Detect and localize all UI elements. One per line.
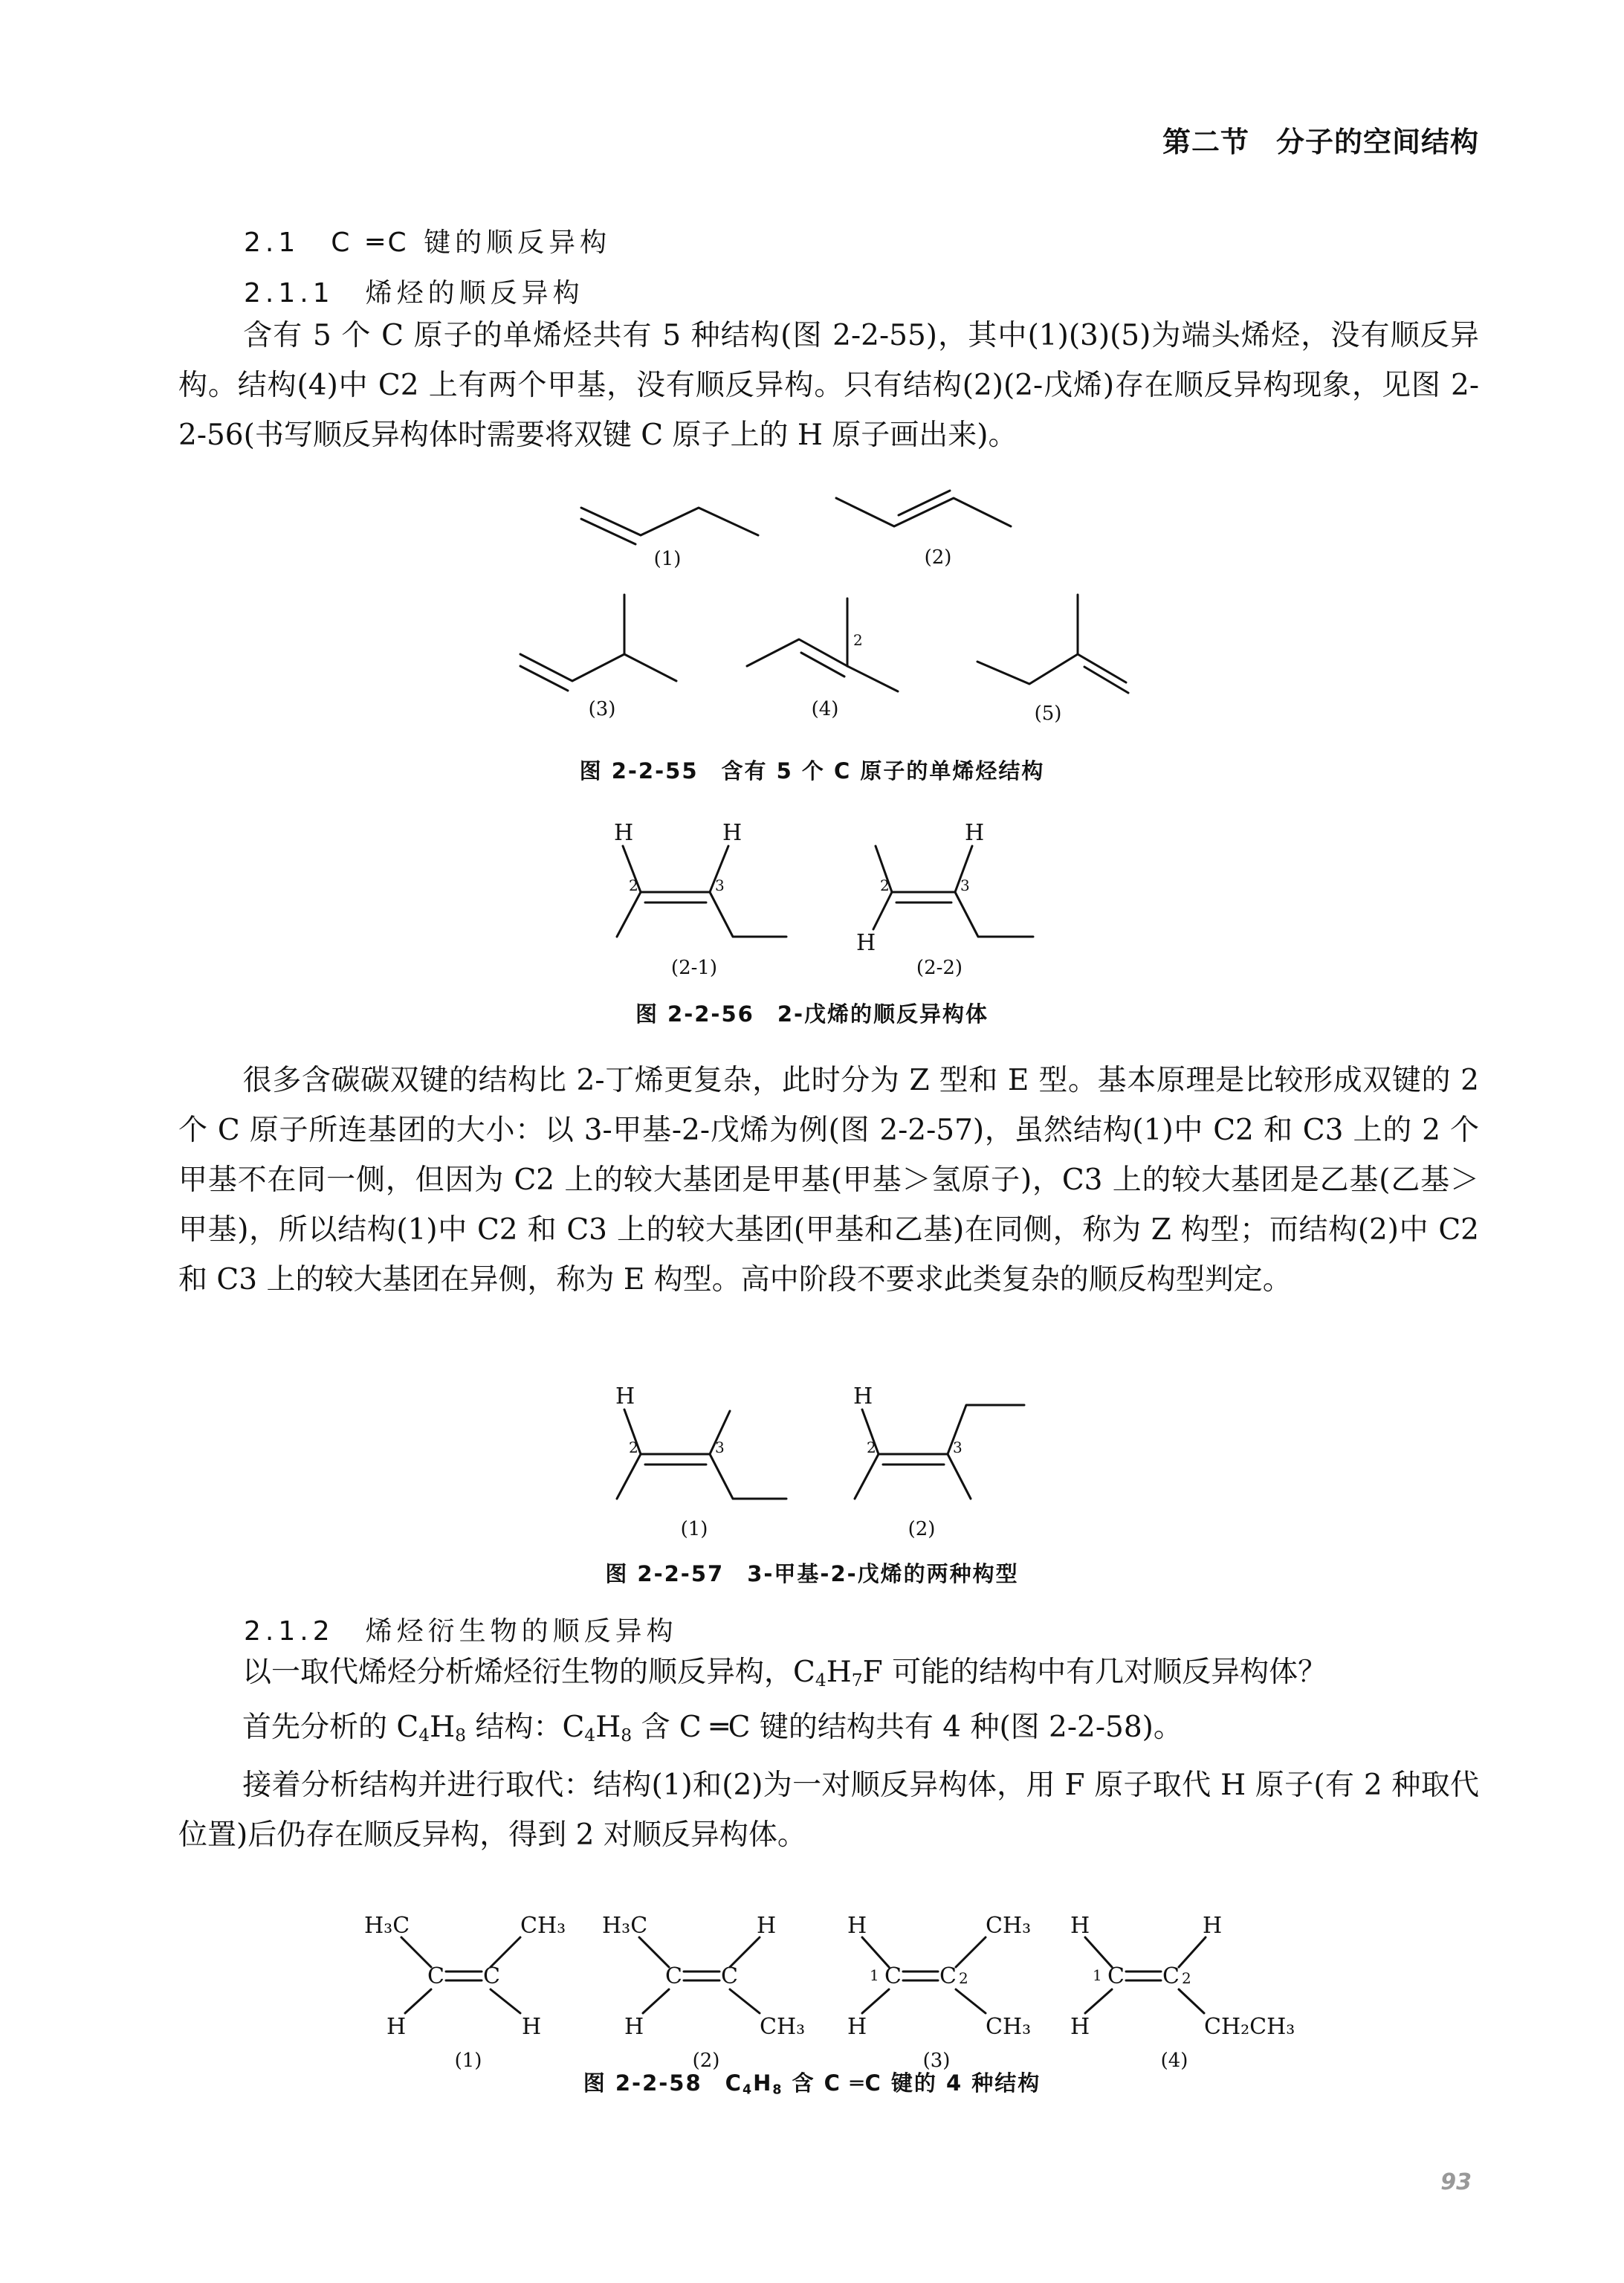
fig56-1-ethyl: [710, 892, 786, 937]
fig58-1-c1: C: [427, 1963, 444, 1989]
formula-c: C: [562, 1711, 585, 1744]
fig58-2-c1: C: [665, 1963, 682, 1989]
fig58-structure-2: [602, 1913, 805, 2072]
fig57-1-ethyl: [710, 1454, 786, 1499]
paragraph-5-text: 接着分析结构并进行取代：结构(1)和(2)为一对顺反异构体，用 F 原子取代 H 原子(有 2 种取代位置)后仍存在顺反异构，得到 2 对顺反异构体。: [178, 1769, 1479, 1852]
fig57-1-num-3: 3: [715, 1438, 725, 1456]
fig56-2-num-2: 2: [880, 876, 890, 894]
fig56-1-h-right: H: [722, 820, 743, 846]
running-header: [1162, 119, 1479, 160]
fig56-2-h-bottom: H: [856, 930, 876, 956]
fig55-structure-5: [977, 654, 1078, 684]
formula-h: H: [595, 1711, 621, 1744]
fig56-2-bond-h-bottom: [873, 892, 892, 929]
fig55-atom-number-2: 2: [853, 631, 863, 649]
figure-2-2-56: [0, 810, 1624, 1018]
caption-58-a: 图 2-2-58: [583, 2070, 725, 2096]
fig58-structure-4: [1070, 1913, 1295, 2072]
fig55-structure-4-double: [801, 653, 844, 676]
fig58-3-num-1: 1: [870, 1966, 879, 1984]
fig58-label-4: (4): [1160, 2050, 1188, 2072]
paragraph-4-text-c: 含 C ═C 键的结构共有 4 种(图 2-2-58)。: [632, 1711, 1183, 1744]
caption-58-h: H: [753, 2070, 773, 2096]
fig58-4-c2: C: [1162, 1963, 1180, 1989]
fig58-4-ch2ch3: CH₂CH₃: [1204, 2014, 1295, 2040]
fig58-2-h-bottom: H: [624, 2014, 644, 2040]
fig58-2-h-top: H: [757, 1913, 777, 1939]
fig58-4-c1: C: [1107, 1963, 1125, 1989]
fig57-1-num-2: 2: [629, 1438, 638, 1456]
caption-2-2-58: [0, 2067, 1624, 2097]
fig55-label-3: (3): [588, 698, 616, 720]
caption-58-h-sub: 8: [772, 2082, 783, 2098]
heading-2-1: 2.1 C ═C 键的顺反异构: [244, 227, 612, 258]
header-section: 第二节: [1162, 126, 1249, 158]
fig58-1-h3c: H₃C: [364, 1913, 410, 1939]
paragraph-4-text-a: 首先分析的: [242, 1711, 397, 1744]
fig56-1-h-left: H: [614, 820, 634, 846]
fig57-2-bond-me-down-right: [948, 1454, 971, 1499]
fig57-label-2: (2): [908, 1518, 936, 1540]
fig55-label-4: (4): [811, 698, 839, 720]
fig58-structure-1: [364, 1913, 566, 2072]
fig58-3-h-bottom: H: [847, 2014, 867, 2040]
fig58-3-c2: C: [939, 1963, 957, 1989]
page-number: 93: [1440, 2169, 1472, 2195]
figure-2-2-58: [0, 1903, 1624, 2082]
fig58-1-ch3: CH₃: [520, 1913, 566, 1939]
fig57-2-h: H: [853, 1383, 873, 1409]
formula-h-sub: 7: [851, 1669, 863, 1691]
fig57-1-bond-me-down: [617, 1454, 641, 1499]
paragraph-2: [178, 1056, 1479, 1305]
formula-h-sub: 8: [621, 1724, 633, 1746]
header-title: 分子的空间结构: [1275, 126, 1479, 158]
paragraph-3-text-b: 可能的结构中有几对顺反异构体？: [882, 1656, 1327, 1689]
fig58-4-num-2: 2: [1182, 1969, 1191, 1987]
fig57-2-num-3: 3: [953, 1438, 963, 1456]
fig58-1-h-right: H: [522, 2014, 542, 2040]
fig58-1-h-left: H: [386, 2014, 407, 2040]
fig55-label-1: (1): [653, 548, 682, 570]
fig58-3-c1: C: [884, 1963, 902, 1989]
fig55-label-5: (5): [1034, 703, 1062, 725]
fig58-2-ch3: CH₃: [760, 2014, 806, 2040]
fig57-1-h: H: [615, 1383, 635, 1409]
fig58-1-c2: C: [483, 1963, 500, 1989]
caption-2-2-56: 图 2-2-56 2-戊烯的顺反异构体: [635, 1001, 989, 1027]
fig58-label-3: (3): [922, 2050, 951, 2072]
fig58-4-h-top-left: H: [1070, 1913, 1090, 1939]
fig55-structure-4-right: [847, 666, 898, 691]
heading-2-1-1: 2.1.1 烯烃的顺反异构: [244, 278, 584, 309]
paragraph-1-text: 含有 5 个 C 原子的单烯烃共有 5 种结构(图 2-2-55)，其中(1)(3)(5)为端头烯烃，没有顺反异构。结构(4)中 C2 上有两个甲基，没有顺反异构。只有结构(2)(2-戊烯)存在顺反异构现象，见图 2-2-56(书写顺反异构体时需要将双键 C 原子上的 H 原子画出来)。: [178, 319, 1479, 452]
fig58-4-num-1: 1: [1093, 1966, 1102, 1984]
caption-58-c: C: [725, 2070, 743, 2096]
fig56-2-ethyl: [955, 892, 1033, 937]
fig58-2-c2: C: [721, 1963, 738, 1989]
formula-h: H: [826, 1656, 852, 1689]
formula-h: H: [430, 1711, 456, 1744]
caption-58-b: 含 C ═C 键的 4 种结构: [783, 2070, 1041, 2096]
formula-c: C: [396, 1711, 419, 1744]
formula-c-sub: 4: [815, 1669, 826, 1691]
fig57-2-bond-me-down-left: [855, 1454, 879, 1499]
paragraph-1: [178, 311, 1479, 460]
formula-h-sub: 8: [455, 1724, 467, 1746]
paragraph-5: [178, 1760, 1479, 1860]
fig58-3-ch3-bottom: CH₃: [986, 2014, 1032, 2040]
formula-f: F: [862, 1656, 883, 1689]
fig57-2-num-2: 2: [867, 1438, 876, 1456]
fig56-label-1: (2-1): [670, 957, 718, 979]
heading-2-1-2: 2.1.2 烯烃衍生物的顺反异构: [244, 1616, 678, 1647]
formula-c: C: [793, 1656, 815, 1689]
fig55-structure-4: [747, 639, 847, 666]
paragraph-3-text-a: 以一取代烯烃分析烯烃衍生物的顺反异构，: [242, 1656, 794, 1689]
fig56-1-bond-me: [617, 892, 641, 937]
fig58-label-2: (2): [692, 2050, 720, 2072]
fig55-label-2: (2): [924, 546, 952, 569]
fig57-label-1: (1): [680, 1518, 708, 1540]
paragraph-3: [178, 1647, 1479, 1697]
fig55-structure-3-double: [520, 666, 568, 691]
paragraph-4-text-b: 结构：: [466, 1711, 563, 1744]
caption-2-2-55: 图 2-2-55 含有 5 个 C 原子的单烯烃结构: [579, 758, 1045, 784]
fig56-2-h-top: H: [965, 820, 985, 846]
fig58-2-h3c: H₃C: [602, 1913, 648, 1939]
fig58-structure-3: [847, 1913, 1031, 2072]
fig58-3-num-2: 2: [959, 1969, 968, 1987]
fig56-1-num-3: 3: [715, 876, 725, 894]
fig58-4-h-bottom: H: [1070, 2014, 1090, 2040]
fig56-1-num-2: 2: [629, 876, 638, 894]
fig58-4-h-top-right: H: [1203, 1913, 1223, 1939]
caption-58-c-sub: 4: [742, 2082, 754, 2098]
formula-c-sub: 4: [418, 1724, 430, 1746]
fig56-2-num-3: 3: [960, 876, 970, 894]
fig55-structure-1-double: [581, 519, 635, 544]
fig58-3-ch3-top: CH₃: [986, 1913, 1032, 1939]
paragraph-2-text: 很多含碳碳双键的结构比 2-丁烯更复杂，此时分为 Z 型和 E 型。基本原理是比较形成双键的 2 个 C 原子所连基团的大小：以 3-甲基-2-戊烯为例(图 2-2-57)，虽然结构(1)中 C2 和 C3 上的 2 个甲基不在同一侧，但因为 C2 上的较大基团是甲基(甲基＞氢原子)，C3 上的较大基团是乙基(乙基＞甲基)，所以结构(1)中 C2 和 C3 上的较大基团(甲基和乙基)在同侧，称为 Z 构型；而结构(2)中 C2 和 C3 上的较大基团在异侧，称为 E 构型。高中阶段不要求此类复杂的顺反构型判定。: [178, 1064, 1479, 1297]
caption-2-2-57: 图 2-2-57 3-甲基-2-戊烯的两种构型: [605, 1561, 1019, 1586]
paragraph-4: [178, 1702, 1479, 1752]
fig58-label-1: (1): [454, 2050, 482, 2072]
formula-c-sub: 4: [584, 1724, 596, 1746]
fig58-3-h-top: H: [847, 1913, 867, 1939]
figure-2-2-57: [0, 1375, 1624, 1554]
fig56-label-2: (2-2): [916, 957, 963, 979]
